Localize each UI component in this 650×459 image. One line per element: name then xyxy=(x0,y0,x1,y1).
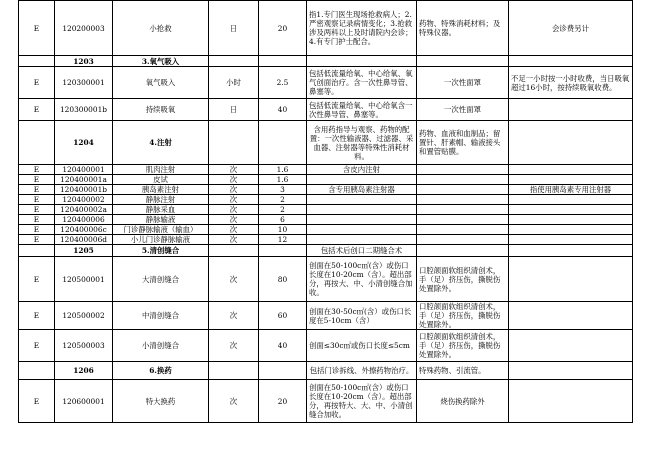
content-cell: 含皮内注射 xyxy=(307,165,417,175)
note-cell xyxy=(509,235,633,245)
content-cell: 创面在50-100c㎡(含）或伤口长度在10-20cm（含）。超出部分，再按特大、大、中、小清创缝合加收。 xyxy=(307,380,417,423)
unit-cell: 次 xyxy=(209,302,259,330)
name-cell: 氧气吸入 xyxy=(113,67,209,99)
price-cell: 40 xyxy=(259,330,307,362)
code-cell: 120500001 xyxy=(55,257,113,302)
exclusion-cell: 口腔颌面软组织清创术，手（足）挤压伤，撕脱伤处置除外。 xyxy=(417,330,509,362)
name-cell: 4.注射 xyxy=(113,121,209,165)
content-cell xyxy=(307,195,417,205)
name-cell: 小清创缝合 xyxy=(113,330,209,362)
category-cell: E xyxy=(19,205,55,215)
category-cell: E xyxy=(19,380,55,423)
category-cell: E xyxy=(19,175,55,185)
unit-cell xyxy=(209,362,259,380)
exclusion-cell: 口腔颌面软组织清创术，手（足）挤压伤，撕脱伤处置除外。 xyxy=(417,302,509,330)
exclusion-cell xyxy=(417,175,509,185)
code-cell: 1203 xyxy=(55,56,113,67)
price-cell xyxy=(259,362,307,380)
exclusion-cell: 口腔颌面软组织清创术，手（足）挤压伤，撕脱伤处置除外。 xyxy=(417,257,509,302)
exclusion-cell xyxy=(417,215,509,225)
section-row xyxy=(19,121,633,165)
name-cell: 中清创缝合 xyxy=(113,302,209,330)
name-cell: 小儿门诊静脉输液 xyxy=(113,235,209,245)
category-cell xyxy=(19,121,55,165)
name-cell: 大清创缝合 xyxy=(113,257,209,302)
table-row xyxy=(19,215,633,225)
price-cell: 3 xyxy=(259,185,307,195)
exclusion-cell xyxy=(417,56,509,67)
content-cell: 创面在30-50c㎡(含）或伤口长度在5-10cm（含） xyxy=(307,302,417,330)
category-cell: E xyxy=(19,330,55,362)
category-cell: E xyxy=(19,165,55,175)
exclusion-cell: 一次性面罩 xyxy=(417,67,509,99)
code-cell: 120400002 xyxy=(55,195,113,205)
name-cell: 肌肉注射 xyxy=(113,165,209,175)
name-cell: 静脉输液 xyxy=(113,215,209,225)
exclusion-cell: 特殊药物、引流管。 xyxy=(417,362,509,380)
table-row xyxy=(19,225,633,235)
price-cell: 20 xyxy=(259,380,307,423)
note-cell xyxy=(509,165,633,175)
note-cell xyxy=(509,380,633,423)
unit-cell: 次 xyxy=(209,175,259,185)
exclusion-cell xyxy=(417,185,509,195)
category-cell: E xyxy=(19,195,55,205)
note-cell xyxy=(509,205,633,215)
unit-cell: 次 xyxy=(209,215,259,225)
exclusion-cell: 药物、血液和血制品；留置针、肝素帽、输液接头和置管贴膜。 xyxy=(417,121,509,165)
table-row xyxy=(19,235,633,245)
price-cell xyxy=(259,121,307,165)
content-cell xyxy=(307,175,417,185)
note-cell: 会诊费另计 xyxy=(509,1,633,56)
price-cell: 20 xyxy=(259,1,307,56)
content-cell xyxy=(307,235,417,245)
code-cell: 120400001a xyxy=(55,175,113,185)
code-cell: 120600001 xyxy=(55,380,113,423)
price-cell xyxy=(259,245,307,257)
unit-cell xyxy=(209,121,259,165)
category-cell: E xyxy=(19,235,55,245)
note-cell: 不足一小时按一小时收费，当日吸氧超过16小时，按持续吸氧收费。 xyxy=(509,67,633,99)
table-row xyxy=(19,67,633,99)
note-cell xyxy=(509,175,633,185)
note-cell xyxy=(509,121,633,165)
content-cell: 创面在50-100c㎡(含）或伤口长度在10-20cm（含）。超出部分，再按大、中、小清创缝合加收。 xyxy=(307,257,417,302)
note-cell xyxy=(509,330,633,362)
category-cell: E xyxy=(19,99,55,121)
category-cell: E xyxy=(19,215,55,225)
content-cell: 创面≤30c㎡或伤口长度≤5cm xyxy=(307,330,417,362)
exclusion-cell: 一次性面罩 xyxy=(417,99,509,121)
content-cell: 包括低流量给氧、中心给氧、氧气创面治疗。含一次性鼻导管、鼻塞等。 xyxy=(307,67,417,99)
content-cell xyxy=(307,225,417,235)
content-cell: 包括低流量给氧、中心给氧含一次性鼻导管、鼻塞等。 xyxy=(307,99,417,121)
table-row xyxy=(19,185,633,195)
exclusion-cell xyxy=(417,205,509,215)
exclusion-cell xyxy=(417,225,509,235)
table-row xyxy=(19,1,633,56)
code-cell: 120400002a xyxy=(55,205,113,215)
note-cell: 指使用胰岛素专用注射器 xyxy=(509,185,633,195)
code-cell: 120400006c xyxy=(55,225,113,235)
price-schedule-table xyxy=(18,0,633,423)
unit-cell: 日 xyxy=(209,99,259,121)
price-cell: 6 xyxy=(259,215,307,225)
code-cell: 120200003 xyxy=(55,1,113,56)
code-cell: 120400001b xyxy=(55,185,113,195)
name-cell: 静脉采血 xyxy=(113,205,209,215)
name-cell: 5.清创缝合 xyxy=(113,245,209,257)
table-row xyxy=(19,195,633,205)
price-cell: 80 xyxy=(259,257,307,302)
exclusion-cell xyxy=(417,165,509,175)
note-cell xyxy=(509,56,633,67)
content-cell xyxy=(307,205,417,215)
name-cell: 3.氧气吸入 xyxy=(113,56,209,67)
note-cell xyxy=(509,245,633,257)
name-cell: 小抢救 xyxy=(113,1,209,56)
table-row xyxy=(19,257,633,302)
code-cell: 1204 xyxy=(55,121,113,165)
name-cell: 皮试 xyxy=(113,175,209,185)
code-cell: 120500002 xyxy=(55,302,113,330)
unit-cell xyxy=(209,245,259,257)
unit-cell: 日 xyxy=(209,1,259,56)
note-cell xyxy=(509,225,633,235)
section-row xyxy=(19,245,633,257)
exclusion-cell xyxy=(417,245,509,257)
table-row xyxy=(19,175,633,185)
note-cell xyxy=(509,99,633,121)
note-cell xyxy=(509,215,633,225)
exclusion-cell xyxy=(417,235,509,245)
category-cell xyxy=(19,56,55,67)
code-cell: 1205 xyxy=(55,245,113,257)
name-cell: 特大换药 xyxy=(113,380,209,423)
note-cell xyxy=(509,257,633,302)
section-row xyxy=(19,362,633,380)
price-cell: 40 xyxy=(259,99,307,121)
unit-cell: 次 xyxy=(209,235,259,245)
table-row xyxy=(19,165,633,175)
content-cell: 包括术后创口二期缝合术 xyxy=(307,245,417,257)
category-cell xyxy=(19,362,55,380)
code-cell: 120300001 xyxy=(55,67,113,99)
unit-cell: 次 xyxy=(209,257,259,302)
exclusion-cell: 药物、特殊消耗材料；及特殊仪器。 xyxy=(417,1,509,56)
price-cell xyxy=(259,56,307,67)
unit-cell: 次 xyxy=(209,330,259,362)
name-cell: 持续吸氧 xyxy=(113,99,209,121)
exclusion-cell xyxy=(417,195,509,205)
code-cell: 120300001b xyxy=(55,99,113,121)
table-row xyxy=(19,330,633,362)
unit-cell xyxy=(209,56,259,67)
unit-cell: 次 xyxy=(209,205,259,215)
content-cell: 包括门诊拆线、外擦药物治疗。 xyxy=(307,362,417,380)
name-cell: 静脉注射 xyxy=(113,195,209,205)
name-cell: 6.换药 xyxy=(113,362,209,380)
table-row xyxy=(19,302,633,330)
note-cell xyxy=(509,302,633,330)
table-row xyxy=(19,380,633,423)
category-cell: E xyxy=(19,67,55,99)
category-cell: E xyxy=(19,257,55,302)
price-cell: 10 xyxy=(259,225,307,235)
content-cell: 含专用胰岛素注射器 xyxy=(307,185,417,195)
price-cell: 2 xyxy=(259,195,307,205)
code-cell: 1206 xyxy=(55,362,113,380)
unit-cell: 次 xyxy=(209,225,259,235)
code-cell: 120400001 xyxy=(55,165,113,175)
note-cell xyxy=(509,195,633,205)
note-cell xyxy=(509,362,633,380)
exclusion-cell: 烧伤换药除外 xyxy=(417,380,509,423)
price-cell: 60 xyxy=(259,302,307,330)
code-cell: 120400006d xyxy=(55,235,113,245)
price-cell: 2 xyxy=(259,205,307,215)
content-cell: 指1.专门医生现场抢救病人；2.严密观察记录病情变化；3.抢救涉及两科以上及时请院内会诊；4.有专门护士配合。 xyxy=(307,1,417,56)
name-cell: 胰岛素注射 xyxy=(113,185,209,195)
unit-cell: 次 xyxy=(209,380,259,423)
category-cell xyxy=(19,245,55,257)
unit-cell: 小时 xyxy=(209,67,259,99)
unit-cell: 次 xyxy=(209,165,259,175)
code-cell: 120400006 xyxy=(55,215,113,225)
content-cell: 含用药指导与观察、药物的配置：一次性输液器、过滤器、采血器、注射器等特殊性消耗材料。 xyxy=(307,121,417,165)
price-cell: 12 xyxy=(259,235,307,245)
content-cell xyxy=(307,56,417,67)
table-row xyxy=(19,205,633,215)
code-cell: 120500003 xyxy=(55,330,113,362)
price-cell: 1.6 xyxy=(259,175,307,185)
category-cell: E xyxy=(19,1,55,56)
content-cell xyxy=(307,215,417,225)
category-cell: E xyxy=(19,185,55,195)
category-cell: E xyxy=(19,225,55,235)
category-cell: E xyxy=(19,302,55,330)
unit-cell: 次 xyxy=(209,185,259,195)
name-cell: 门诊静脉输液（输血） xyxy=(113,225,209,235)
price-cell: 1.6 xyxy=(259,165,307,175)
price-cell: 2.5 xyxy=(259,67,307,99)
unit-cell: 次 xyxy=(209,195,259,205)
table-row xyxy=(19,99,633,121)
section-row xyxy=(19,56,633,67)
